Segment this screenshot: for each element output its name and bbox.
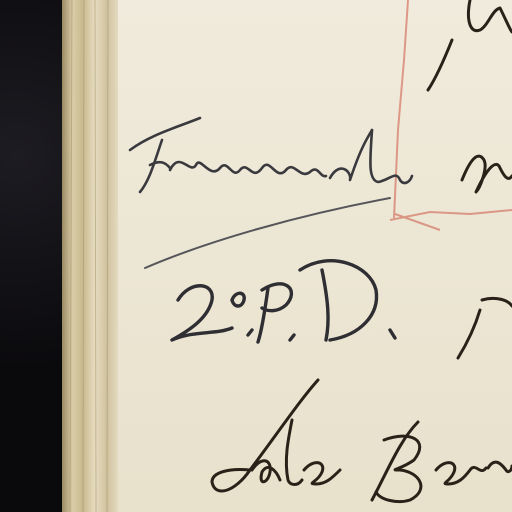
red-pencil-box [390, 0, 512, 230]
page-edge-lines [70, 0, 108, 512]
underline-stroke [145, 198, 390, 268]
ink-bottom-line [212, 380, 512, 502]
abbreviation-mark [172, 261, 395, 342]
ink-right-fragments [428, 0, 512, 358]
signature-name [130, 118, 412, 192]
